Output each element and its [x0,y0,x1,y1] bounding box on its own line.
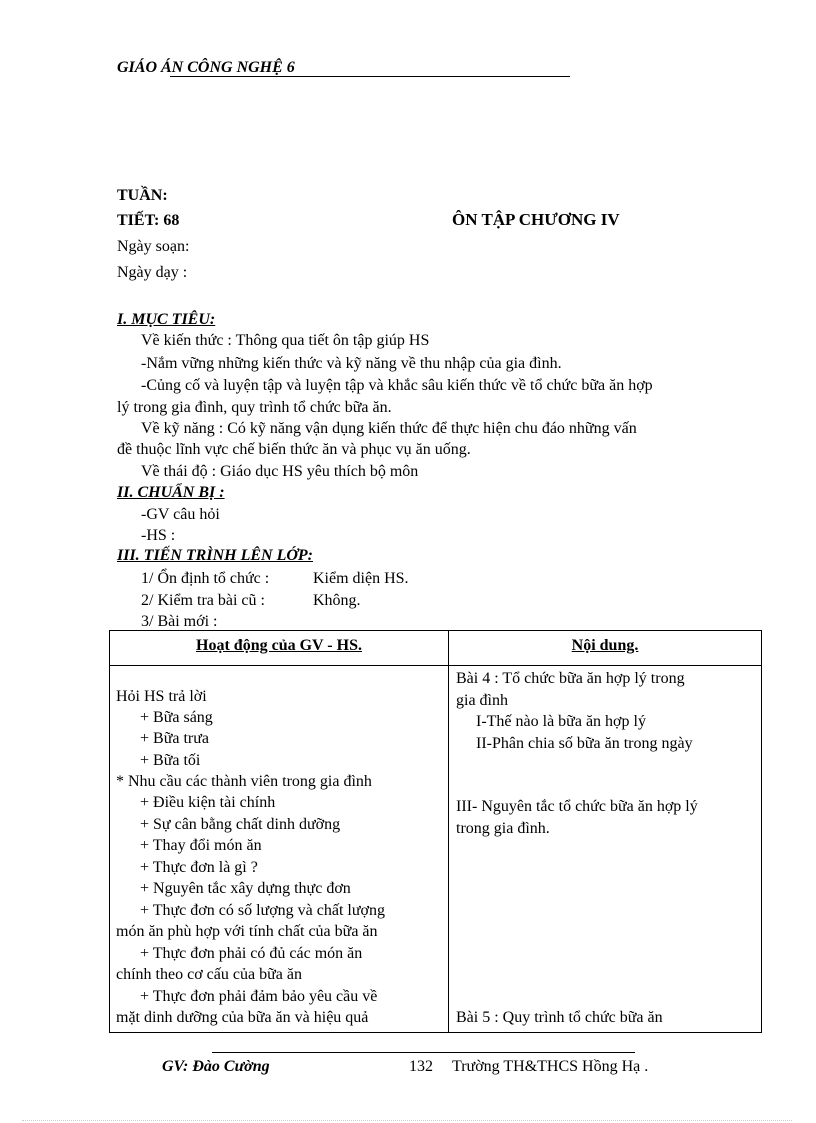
objective-line: Về thái độ : Giáo dục HS yêu thích bộ môn [141,463,419,480]
table-header-row [110,631,762,666]
activity-line: + Thay đổi món ăn [140,837,262,854]
step2-label: 2/ Kiểm tra bài cũ : [141,592,265,609]
activity-line: + Nguyên tắc xây dựng thực đơn [140,880,351,897]
activity-line: mặt dinh dưỡng của bữa ăn và hiệu quả [116,1009,369,1026]
header-underline [170,76,570,77]
step1-value: Kiểm diện HS. [313,570,409,587]
objective-line: Về kỹ năng : Có kỹ năng vận dụng kiến thức để thực hiện chu đáo những vấn [141,420,637,437]
page-number: 132 [409,1058,433,1075]
activity-line: chính theo cơ cấu của bữa ăn [116,966,302,983]
page-edge-divider [22,1120,792,1121]
objective-line: -Nắm vững những kiến thức và kỹ năng về thu nhập của gia đình. [141,355,562,372]
section-procedure-heading: III. TIẾN TRÌNH LÊN LỚP: [117,547,314,564]
content-line: gia đình [456,692,508,709]
preparation-line: -HS : [141,527,176,544]
content-line: III- Nguyên tắc tổ chức bữa ăn hợp lý [456,798,698,815]
col-content-header: Nội dung. [449,631,762,666]
activities-cell [110,666,449,1033]
activity-line: + Thực đơn là gì ? [140,859,258,876]
step3-label: 3/ Bài mới : [141,613,218,630]
footer-school: Trường TH&THCS Hồng Hạ . [452,1058,649,1075]
table-row [110,666,762,1033]
activity-line: món ăn phù hợp với tính chất của bữa ăn [116,923,378,940]
week-label: TUẦN: [117,187,168,204]
content-cell [449,666,762,1033]
activity-line: + Thực đơn có số lượng và chất lượng [140,902,385,919]
activity-line: + Bữa trưa [140,730,210,747]
content-line: I-Thế nào là bữa ăn hợp lý [476,713,646,730]
activity-line: + Thực đơn phải đảm bảo yêu cầu về [140,988,378,1005]
section-preparation-heading: II. CHUẨN BỊ : [117,484,225,501]
activity-line: Hỏi HS trả lời [116,688,207,705]
lesson-title: ÔN TẬP CHƯƠNG IV [452,210,620,229]
objective-line: Về kiến thức : Thông qua tiết ôn tập giúp HS [141,332,430,349]
activity-line: + Sự cân bằng chất dinh dưỡng [140,816,341,833]
objective-line: đề thuộc lĩnh vực chế biến thức ăn và phục vụ ăn uống. [117,441,471,458]
activity-line: + Bữa sáng [140,709,213,726]
step2-value: Không. [313,592,361,609]
content-line: Bài 5 : Quy trình tổ chức bữa ăn [456,1009,663,1026]
document-header-title: GIÁO ÁN CÔNG NGHỆ 6 [117,59,295,76]
content-line: Bài 4 : Tổ chức bữa ăn hợp lý trong [456,670,685,687]
content-line: II-Phân chia số bữa ăn trong ngày [476,735,693,752]
section-objectives-heading: I. MỤC TIÊU: [117,311,216,328]
period-label: TIẾT: 68 [117,212,180,229]
objective-line: -Củng cố và luyện tập và luyện tập và khắc sâu kiến thức về tổ chức bữa ăn hợp [141,377,653,394]
activity-line: + Thực đơn phải có đủ các món ăn [140,945,363,962]
objective-line: lý trong gia đình, quy trình tổ chức bữa ăn. [117,399,392,416]
col-activities-header: Hoạt động của GV - HS. [110,631,449,666]
activity-line: + Điều kiện tài chính [140,794,276,811]
step1-label: 1/ Ổn định tổ chức : [141,570,270,587]
content-line: trong gia đình. [456,820,550,837]
prepared-date-label: Ngày soạn: [117,238,190,255]
footer-rule [212,1052,635,1053]
activity-line: + Bữa tối [140,752,201,769]
footer-teacher: GV: Đào Cường [162,1058,270,1075]
teaching-date-label: Ngày dạy : [117,264,188,281]
lesson-table [109,630,762,1033]
activity-line: * Nhu cầu các thành viên trong gia đình [116,773,372,790]
preparation-line: -GV câu hỏi [141,506,220,523]
